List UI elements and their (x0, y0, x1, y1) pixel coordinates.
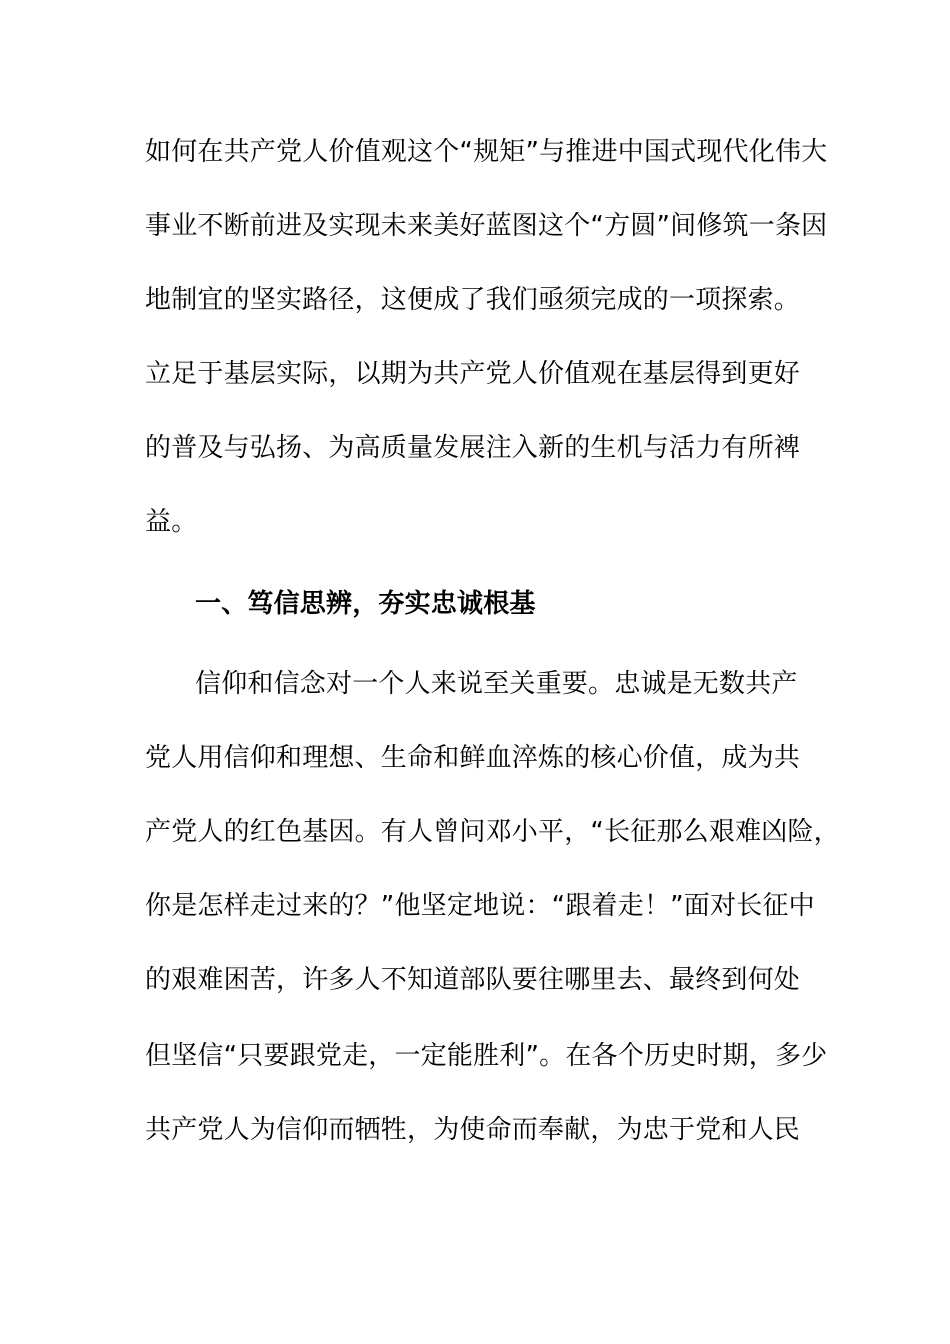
intro-line: 的普及与弘扬、为高质量发展注入新的生机与活力有所裨 (145, 433, 801, 463)
body-line: 的艰难困苦，许多人不知道部队要往哪里去、最终到何处 (145, 965, 801, 995)
body-line: 你是怎样走过来的？”他坚定地说：“跟着走！”面对长征中 (145, 891, 815, 921)
body-line: 但坚信“只要跟党走，一定能胜利”。在各个历史时期，多少 (145, 1041, 828, 1071)
body-line: 信仰和信念对一个人来说至关重要。忠诚是无数共产 (195, 669, 798, 699)
intro-line: 立足于基层实际，以期为共产党人价值观在基层得到更好 (145, 359, 801, 389)
intro-line: 事业不断前进及实现未来美好蓝图这个“方圆”间修筑一条因 (145, 211, 828, 241)
section-heading: 一、笃信思辨，夯实忠诚根基 (195, 589, 536, 619)
intro-line: 地制宜的坚实路径，这便成了我们亟须完成的一项探索。 (145, 285, 801, 315)
body-line: 产党人的红色基因。有人曾问邓小平，“长征那么艰难凶险， (145, 817, 840, 847)
intro-line: 如何在共产党人价值观这个“规矩”与推进中国式现代化伟大 (145, 137, 828, 167)
intro-line: 益。 (145, 507, 198, 537)
body-line: 共产党人为信仰而牺牲，为使命而奉献，为忠于党和人民 (145, 1115, 801, 1145)
body-line: 党人用信仰和理想、生命和鲜血淬炼的核心价值，成为共 (145, 743, 801, 773)
